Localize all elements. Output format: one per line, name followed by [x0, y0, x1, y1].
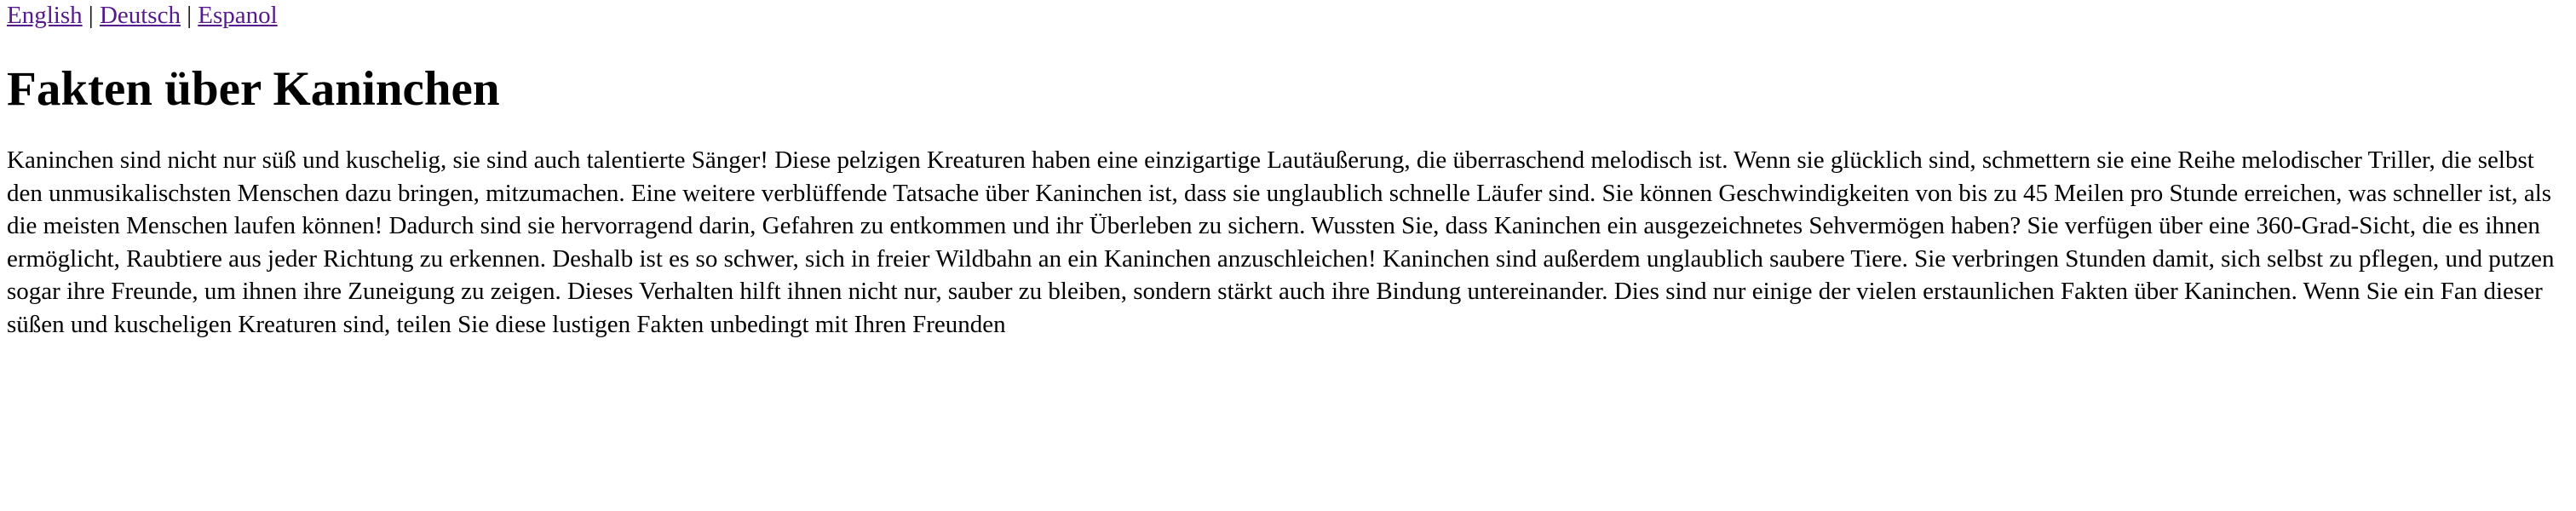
- language-separator-1: |: [82, 2, 100, 29]
- language-selector-bar: [7, 0, 2569, 30]
- language-link-deutsch[interactable]: Deutsch: [99, 2, 181, 29]
- language-separator-2: |: [180, 2, 198, 29]
- article-body: Kaninchen sind nicht nur süß und kuschelig, sie sind auch talentierte Sänger! Diese pelzigen Kreaturen haben eine einzigartige Lautäußerung, die überraschend melodisch ist. Wenn sie glücklich sind, schmettern sie eine Reihe melodischer Triller, die selbst den unmusikalischsten Menschen dazu bringen, mitzumachen. Eine weitere verblüffende Tatsache über Kaninchen ist, dass sie unglaublich schnelle Läufer sind. Sie können Geschwindigkeiten von bis zu 45 Meilen pro Stunde erreichen, was schneller ist, als die meisten Menschen laufen können! Dadurch sind sie hervorragend darin, Gefahren zu entkommen und ihr Überleben zu sichern. Wussten Sie, dass Kaninchen ein ausgezeichnetes Sehvermögen haben? Sie verfügen über eine 360-Grad-Sicht, die es ihnen ermöglicht, Raubtiere aus jeder Richtung zu erkennen. Deshalb ist es so schwer, sich in freier Wildbahn an ein Kaninchen anzuschleichen! Kaninchen sind außerdem unglaublich saubere Tiere. Sie verbringen Stunden damit, sich selbst zu pflegen, und putzen sogar ihre Freunde, um ihnen ihre Zuneigung zu zeigen. Dieses Verhalten hilft ihnen nicht nur, sauber zu bleiben, sondern stärkt auch ihre Bindung untereinander. Dies sind nur einige der vielen erstaunlichen Fakten über Kaninchen. Wenn Sie ein Fan dieser süßen und kuscheligen Kreaturen sind, teilen Sie diese lustigen Fakten unbedingt mit Ihren Freunden: [7, 146, 2555, 338]
- language-link-espanol[interactable]: Espanol: [198, 2, 278, 29]
- page-title: Fakten über Kaninchen: [7, 62, 500, 117]
- language-link-english[interactable]: English: [7, 2, 83, 29]
